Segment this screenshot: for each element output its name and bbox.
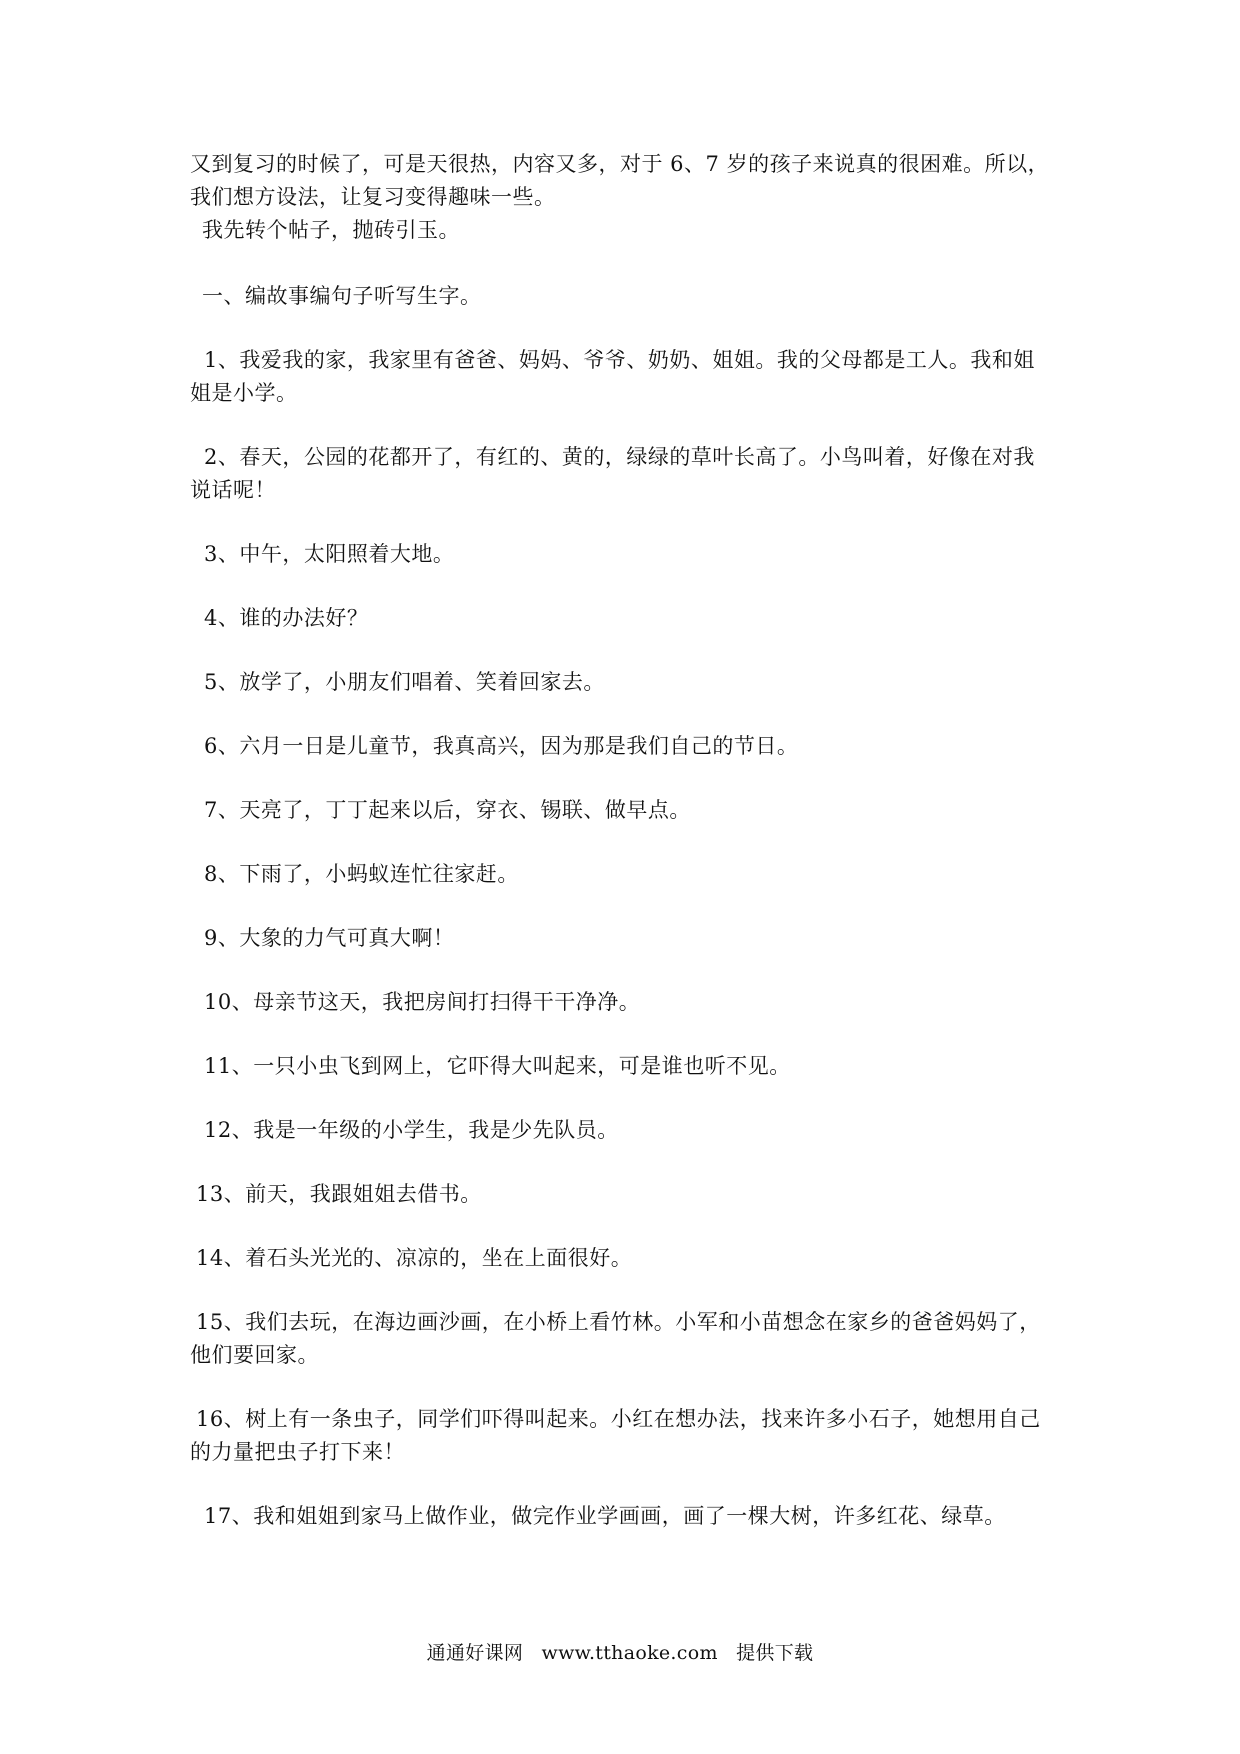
footer-url: www.tthaoke.com: [541, 1642, 718, 1664]
list-item-line: 说话呢！: [190, 478, 276, 502]
list-item-line: 1、我爱我的家，我家里有爸爸、妈妈、爷爷、奶奶、姐姐。我的父母都是工人。我和姐: [204, 348, 1035, 372]
list-item-line: 姐是小学。: [190, 381, 298, 405]
list-item: 17、我和姐姐到家马上做作业，做完作业学画画，画了一棵大树，许多红花、绿草。: [204, 1504, 1006, 1528]
list-item: 14、着石头光光的、凉凉的，坐在上面很好。: [196, 1246, 633, 1270]
list-item-line: 15、我们去玩，在海边画沙画，在小桥上看竹林。小军和小苗想念在家乡的爸爸妈妈了，: [196, 1310, 1041, 1334]
list-item: 12、我是一年级的小学生，我是少先队员。: [204, 1118, 619, 1142]
list-item: 6、六月一日是儿童节，我真高兴，因为那是我们自己的节日。: [204, 734, 799, 758]
note-paragraph: 我先转个帖子，抛砖引玉。: [202, 218, 460, 242]
list-item: 4、谁的办法好？: [204, 606, 369, 630]
page-footer: [0, 1638, 1240, 1665]
section-heading: 一、编故事编句子听写生字。: [202, 284, 482, 308]
footer-suffix: 提供下载: [736, 1642, 814, 1664]
footer-site-name: 通通好课网: [426, 1642, 524, 1664]
list-item: 9、大象的力气可真大啊！: [204, 926, 455, 950]
list-item: [190, 1403, 1070, 1469]
list-item-line: 他们要回家。: [190, 1343, 319, 1367]
list-item: 8、下雨了，小蚂蚁连忙往家赶。: [204, 862, 519, 886]
intro-paragraph: 又到复习的时候了，可是天很热，内容又多，对于 6、7 岁的孩子来说真的很困难。所以，我们想方设法，让复习变得趣味一些。: [190, 152, 1050, 209]
list-item-line: 16、树上有一条虫子，同学们吓得叫起来。小红在想办法，找来许多小石子，她想用自己: [196, 1407, 1041, 1431]
list-item: [190, 344, 1070, 410]
list-item: [190, 1306, 1070, 1372]
list-item: [190, 441, 1070, 507]
list-item: 11、一只小虫飞到网上，它吓得大叫起来，可是谁也听不见。: [204, 1054, 791, 1078]
list-item: 3、中午，太阳照着大地。: [204, 542, 455, 566]
list-item-line: 的力量把虫子打下来！: [190, 1440, 405, 1464]
list-item: 10、母亲节这天，我把房间打扫得干干净净。: [204, 990, 641, 1014]
list-item: 7、天亮了，丁丁起来以后，穿衣、锡联、做早点。: [204, 798, 691, 822]
document-body: [190, 148, 1070, 1533]
list-item: 13、前天，我跟姐姐去借书。: [196, 1182, 482, 1206]
list-item-line: 2、春天，公园的花都开了，有红的、黄的，绿绿的草叶长高了。小鸟叫着，好像在对我: [204, 445, 1035, 469]
list-item: 5、放学了，小朋友们唱着、笑着回家去。: [204, 670, 605, 694]
